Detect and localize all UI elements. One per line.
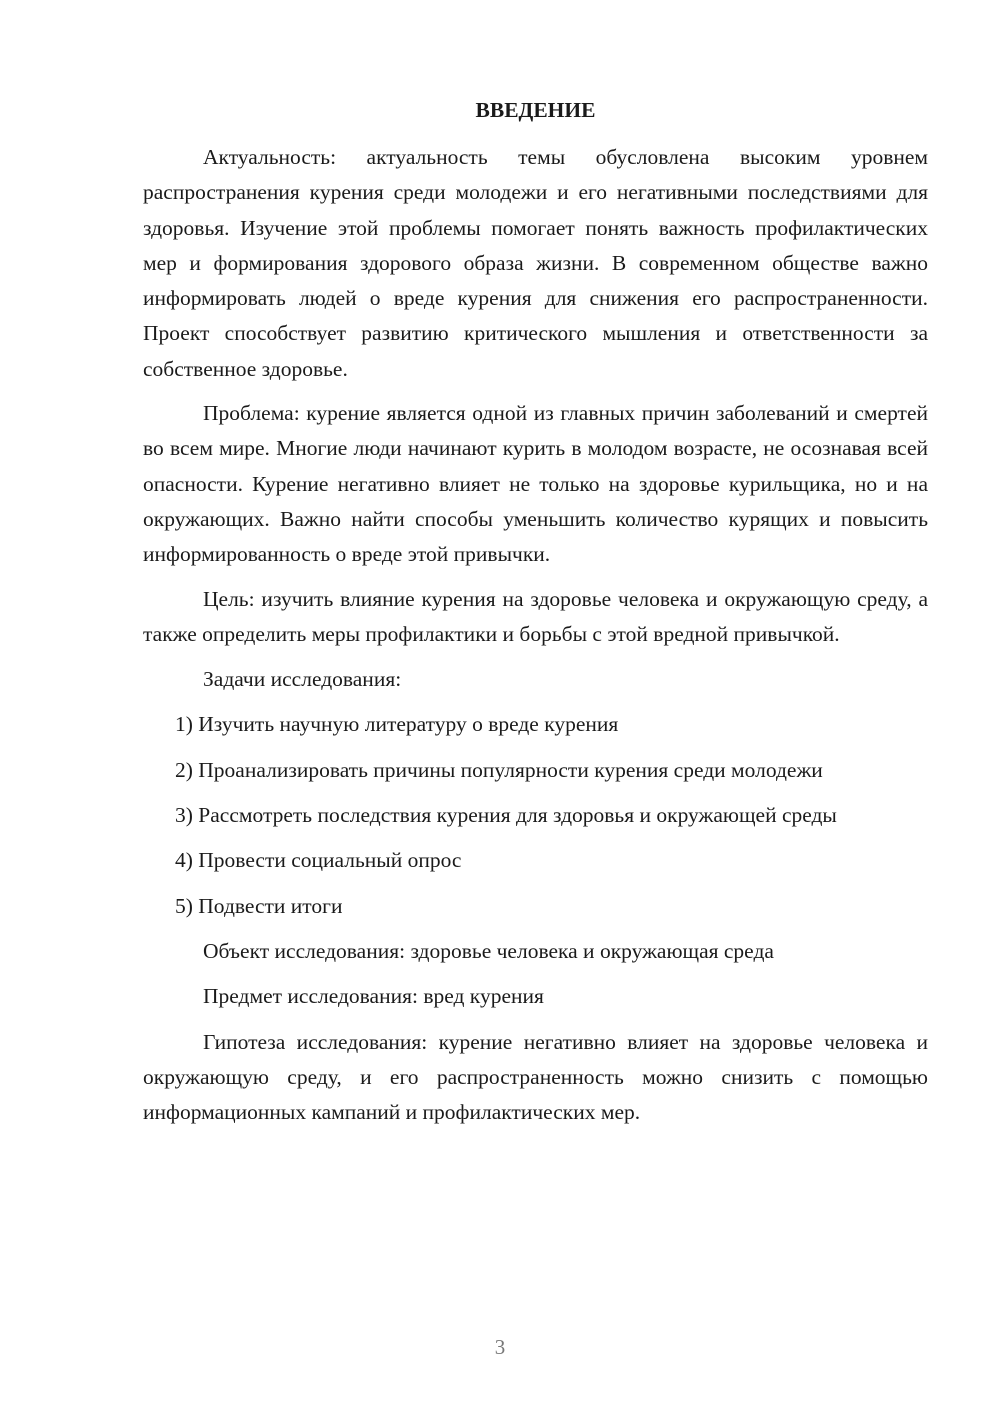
page-title: ВВЕДЕНИЕ: [475, 98, 596, 122]
task-item-2: 2) Проанализировать причины популярности курения среди молодежи: [175, 757, 823, 782]
subject-paragraph: Предмет исследования: вред курения: [203, 984, 544, 1009]
relevance-paragraph: Актуальность: актуальность темы обусловлена высоким уровнем распространения курения среди молодежи и его негативными последствиями для здоровья. Изучение этой проблемы помогает понять важность профилактических мер и формирования здорового образа жизни. В современном обществе важно информировать людей о вреде курения для снижения его распространенности. Проект способствует развитию критического мышления и ответственности за собственное здоровье.: [143, 145, 928, 381]
page-number: 3: [494, 1335, 506, 1359]
goal-paragraph: Цель: изучить влияние курения на здоровье человека и окружающую среду, а также определить меры профилактики и борьбы с этой вредной привычкой.: [143, 586, 928, 646]
task-item-5: 5) Подвести итоги: [175, 893, 343, 918]
task-item-4: 4) Провести социальный опрос: [175, 848, 462, 873]
problem-paragraph: Проблема: курение является одной из главных причин заболеваний и смертей во всем мире. Многие люди начинают курить в молодом возрасте, не осознавая всей опасности. Курение негативно влияет не только на здоровье курильщика, но и на окружающих. Важно найти способы уменьшить количество курящих и повысить информированность о вреде этой привычки.: [143, 401, 928, 567]
page-content: [143, 95, 928, 1130]
task-item-1: 1) Изучить научную литературу о вреде курения: [175, 712, 619, 737]
tasks-heading: Задачи исследования:: [203, 667, 402, 692]
hypothesis-paragraph: Гипотеза исследования: курение негативно влияет на здоровье человека и окружающую среду, и его распространенность можно снизить с помощью информационных кампаний и профилактических мер.: [143, 1029, 928, 1125]
task-item-3: 3) Рассмотреть последствия курения для здоровья и окружающей среды: [175, 803, 837, 828]
object-paragraph: Объект исследования: здоровье человека и окружающая среда: [203, 938, 774, 963]
